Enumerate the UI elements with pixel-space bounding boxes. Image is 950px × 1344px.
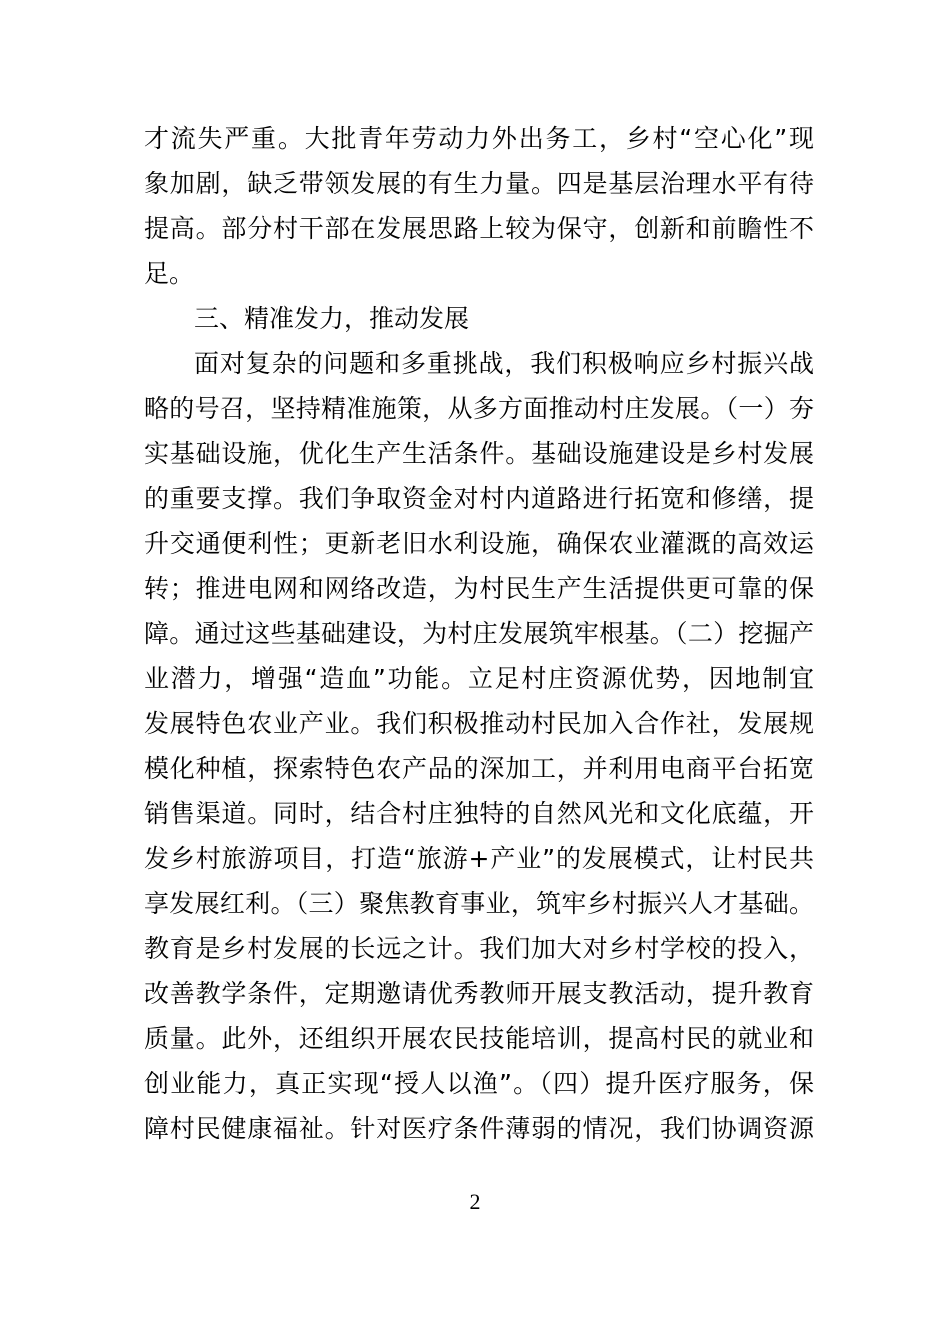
body-text-line: 改善教学条件，定期邀请优秀教师开展支教活动，提升教育: [144, 979, 814, 1008]
body-text-line: 实基础设施，优化生产生活条件。基础设施建设是乡村发展: [144, 439, 814, 468]
body-text-line: 业潜力，增强“造血”功能。立足村庄资源优势，因地制宜: [144, 664, 814, 693]
body-text-line: 象加剧，缺乏带领发展的有生力量。四是基层治理水平有待: [144, 169, 814, 198]
body-text-line: 升交通便利性；更新老旧水利设施，确保农业灌溉的高效运: [144, 529, 814, 558]
body-text-line: 模化种植，探索特色农产品的深加工，并利用电商平台拓宽: [144, 754, 814, 783]
body-text-line: 发乡村旅游项目，打造“旅游+产业”的发展模式，让村民共: [144, 844, 814, 873]
body-text-line: 发展特色农业产业。我们积极推动村民加入合作社，发展规: [144, 709, 814, 738]
body-text-line: 面对复杂的问题和多重挑战，我们积极响应乡村振兴战: [194, 349, 814, 378]
body-text-line: 提高。部分村干部在发展思路上较为保守，创新和前瞻性不: [144, 214, 814, 243]
body-text-line: 销售渠道。同时，结合村庄独特的自然风光和文化底蕴，开: [144, 799, 814, 828]
body-text-line: 略的号召，坚持精准施策，从多方面推动村庄发展。（一）夯: [144, 394, 814, 423]
body-text-line: 才流失严重。大批青年劳动力外出务工，乡村“空心化”现: [144, 124, 814, 153]
body-text-line: 享发展红利。（三）聚焦教育事业，筑牢乡村振兴人才基础。: [144, 889, 814, 918]
body-text-line: 转；推进电网和网络改造，为村民生产生活提供更可靠的保: [144, 574, 814, 603]
body-text-line: 的重要支撑。我们争取资金对村内道路进行拓宽和修缮，提: [144, 484, 814, 513]
body-text-line: 质量。此外，还组织开展农民技能培训，提高村民的就业和: [144, 1024, 814, 1053]
body-text-line: 教育是乡村发展的长远之计。我们加大对乡村学校的投入，: [144, 934, 814, 963]
body-text-line: 足。: [144, 259, 195, 288]
page-number: 2: [469, 1189, 481, 1214]
section-heading: 三、精准发力，推动发展: [194, 304, 470, 333]
body-text-line: 障村民健康福祉。针对医疗条件薄弱的情况，我们协调资源: [144, 1114, 814, 1143]
body-text-line: 障。通过这些基础建设，为村庄发展筑牢根基。（二）挖掘产: [144, 619, 814, 648]
body-text-line: 创业能力，真正实现“授人以渔”。（四）提升医疗服务，保: [144, 1069, 814, 1098]
